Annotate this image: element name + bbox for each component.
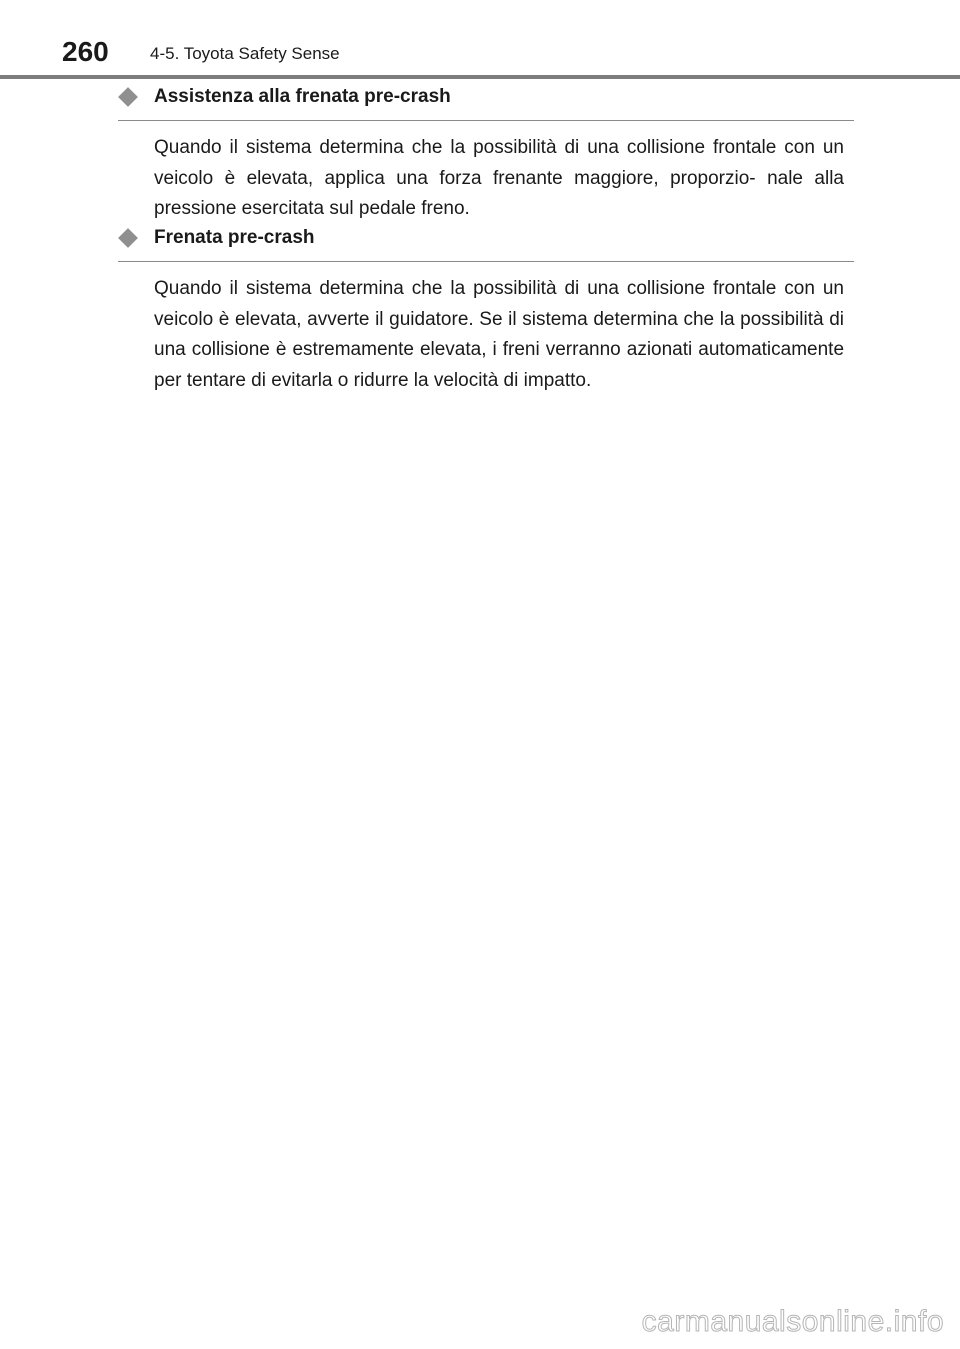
header-rule bbox=[0, 75, 960, 79]
section-body bbox=[154, 133, 844, 225]
page-number: 260 bbox=[62, 36, 109, 67]
section-heading-text: Assistenza alla frenata pre-crash bbox=[154, 86, 451, 107]
body-line: impatto. bbox=[523, 369, 592, 391]
watermark: carmanualsonline.info bbox=[641, 1305, 944, 1338]
diamond-bullet-icon bbox=[118, 228, 138, 248]
body-line: Quando il sistema determina che la possibilità di una collisione frontale bbox=[154, 278, 777, 299]
section-body bbox=[154, 274, 844, 396]
body-line: la possibilità di una collisione è estremamente elevata, i freni verranno bbox=[154, 308, 844, 360]
section-heading bbox=[118, 227, 854, 262]
section-reference: 4-5. Toyota Safety Sense bbox=[150, 44, 340, 63]
diamond-bullet-icon bbox=[118, 87, 138, 107]
body-line: con un veicolo è elevata, applica una forza frenante maggiore, proporzio- bbox=[154, 137, 844, 189]
section-pre-crash-braking bbox=[118, 227, 854, 396]
section-heading-text: Frenata pre-crash bbox=[154, 227, 315, 248]
body-line: azionati automaticamente per tentare di evitarla o ridurre la velocità di bbox=[154, 339, 845, 391]
section-heading bbox=[118, 86, 854, 121]
body-line: con un veicolo è elevata, avverte il guidatore. Se il sistema determina che bbox=[154, 278, 844, 330]
body-line: nale alla pressione esercitata sul pedale freno. bbox=[154, 167, 844, 219]
page-header bbox=[0, 0, 960, 80]
section-pre-crash-brake-assist bbox=[118, 86, 854, 225]
body-line: Quando il sistema determina che la possibilità di una collisione frontale bbox=[154, 137, 777, 158]
